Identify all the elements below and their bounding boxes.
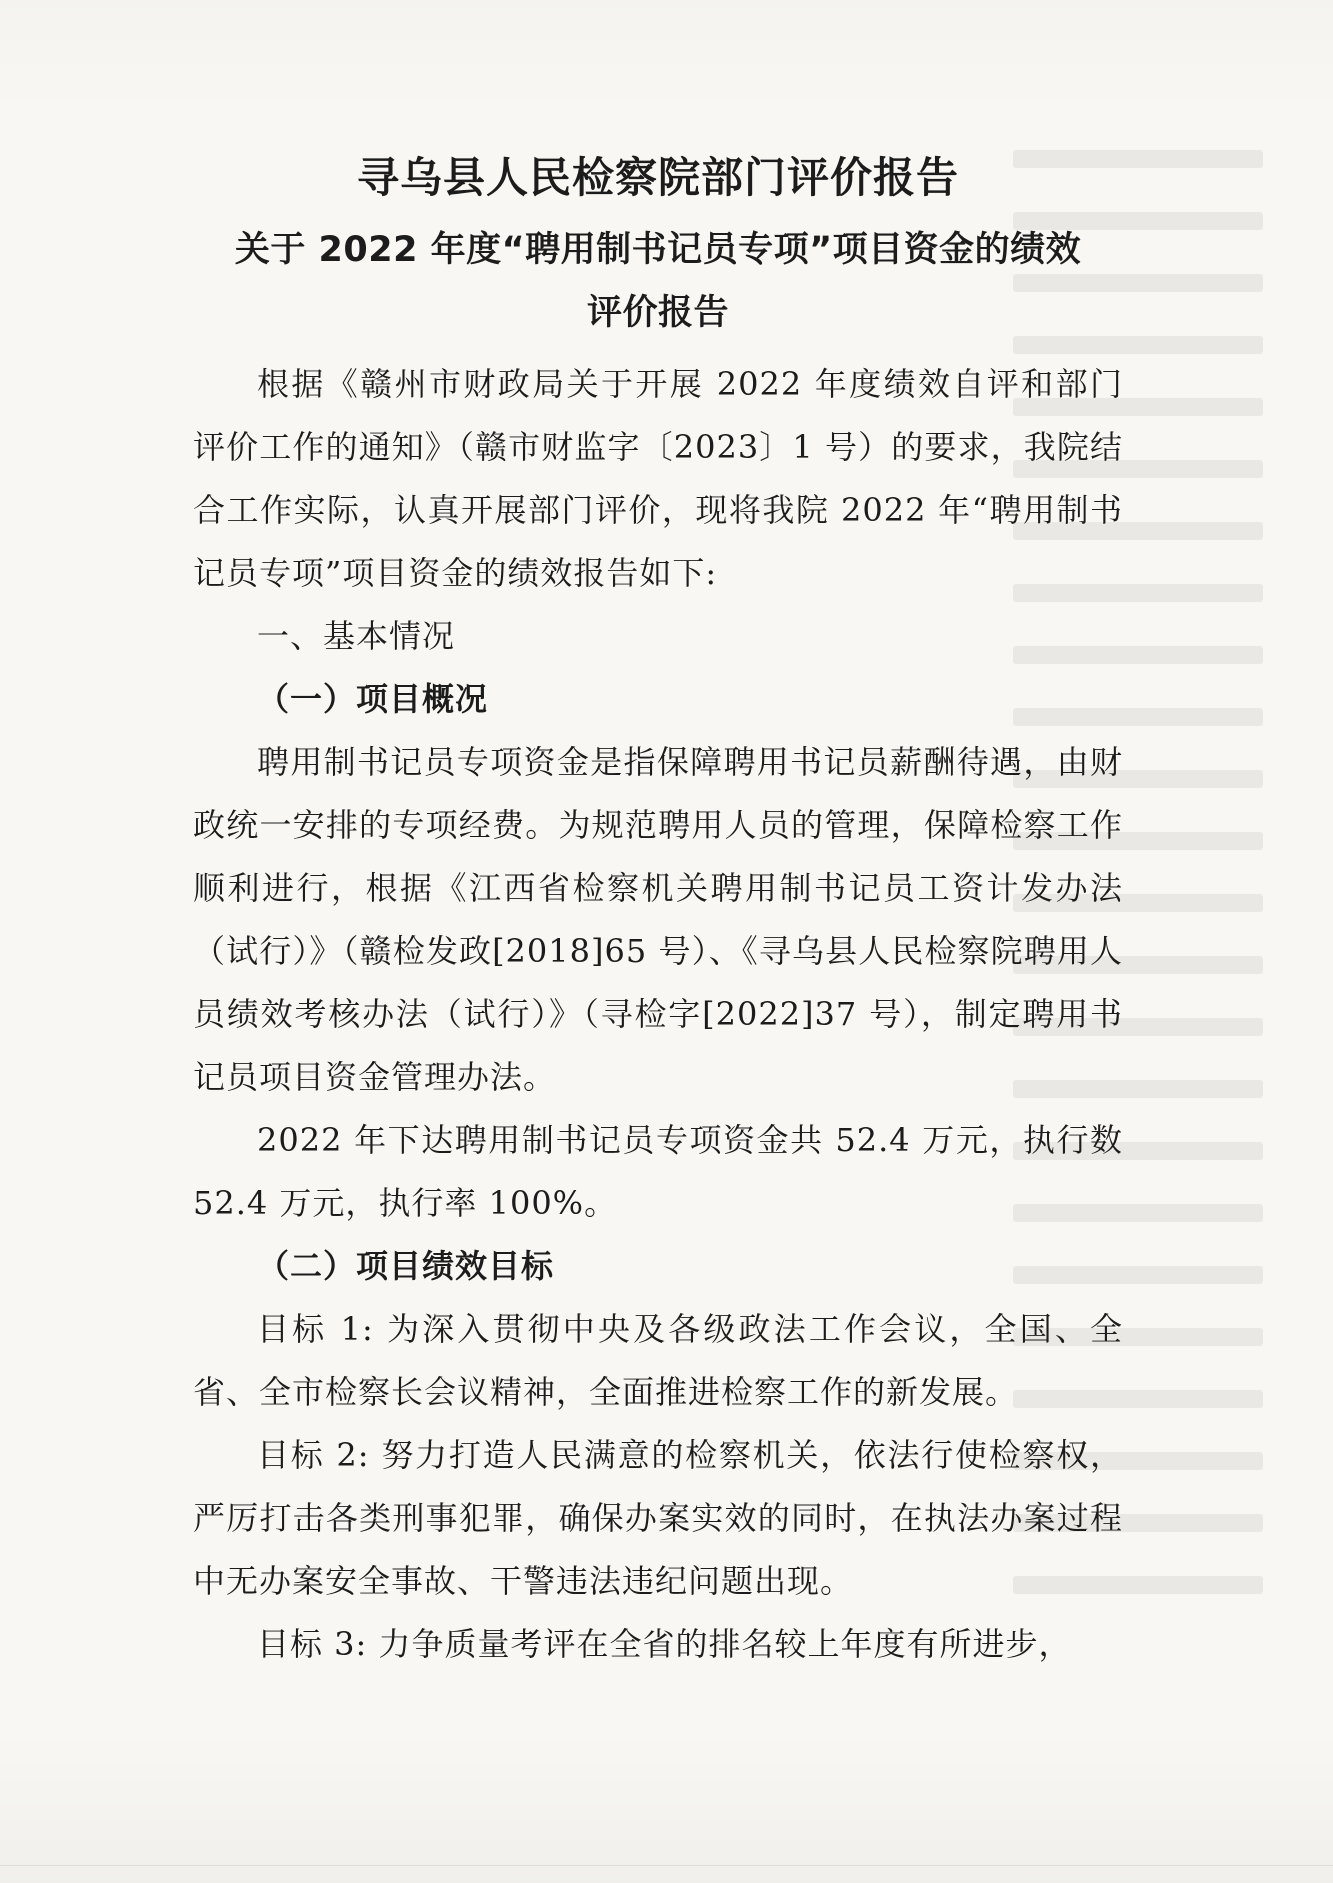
project-overview-paragraph: 聘用制书记员专项资金是指保障聘用书记员薪酬待遇，由财政统一安排的专项经费。为规范聘用人员的管理，保障检察工作顺利进行，根据《江西省检察机关聘用制书记员工资计发办法（试行）》（赣检发政[2018]65 号）、《寻乌县人民检察院聘用人员绩效考核办法（试行）》（寻检字[2022]37 号），制定聘用书记员项目资金管理办法。: [193, 743, 1123, 1096]
document-body: [193, 145, 1123, 1676]
report-subtitle: [193, 219, 1123, 345]
goal-3-paragraph: 目标 3: 力争质量考评在全省的排名较上年度有所进步，: [257, 1625, 1072, 1663]
report-subtitle-line-2: 评价报告: [586, 293, 729, 333]
subsection-heading-project-overview: （一）项目概况: [257, 680, 489, 718]
goal-1-paragraph: 目标 1: 为深入贯彻中央及各级政法工作会议，全国、全省、全市检察长会议精神，全面推进检察工作的新发展。: [193, 1310, 1123, 1411]
report-subtitle-line-1: 关于 2022 年度“聘用制书记员专项”项目资金的绩效: [234, 230, 1082, 270]
intro-paragraph: 根据《赣州市财政局关于开展 2022 年度绩效自评和部门评价工作的通知》（赣市财监字〔2023〕1 号）的要求，我院结合工作实际，认真开展部门评价，现将我院 2022 年“聘用制书记员专项”项目资金的绩效报告如下:: [193, 365, 1123, 592]
page-title: 寻乌县人民检察院部门评价报告: [356, 153, 959, 202]
scan-edge-line: [0, 1865, 1333, 1866]
subsection-heading-performance-goals: （二）项目绩效目标: [257, 1247, 555, 1285]
goal-2-paragraph: 目标 2: 努力打造人民满意的检察机关，依法行使检察权，严厉打击各类刑事犯罪，确保办案实效的同时，在执法办案过程中无办案安全事故、干警违法违纪问题出现。: [193, 1436, 1123, 1600]
funding-execution-paragraph: 2022 年下达聘用制书记员专项资金共 52.4 万元，执行数 52.4 万元，执行率 100%。: [193, 1121, 1123, 1222]
section-heading-basic-info: 一、基本情况: [257, 617, 456, 655]
